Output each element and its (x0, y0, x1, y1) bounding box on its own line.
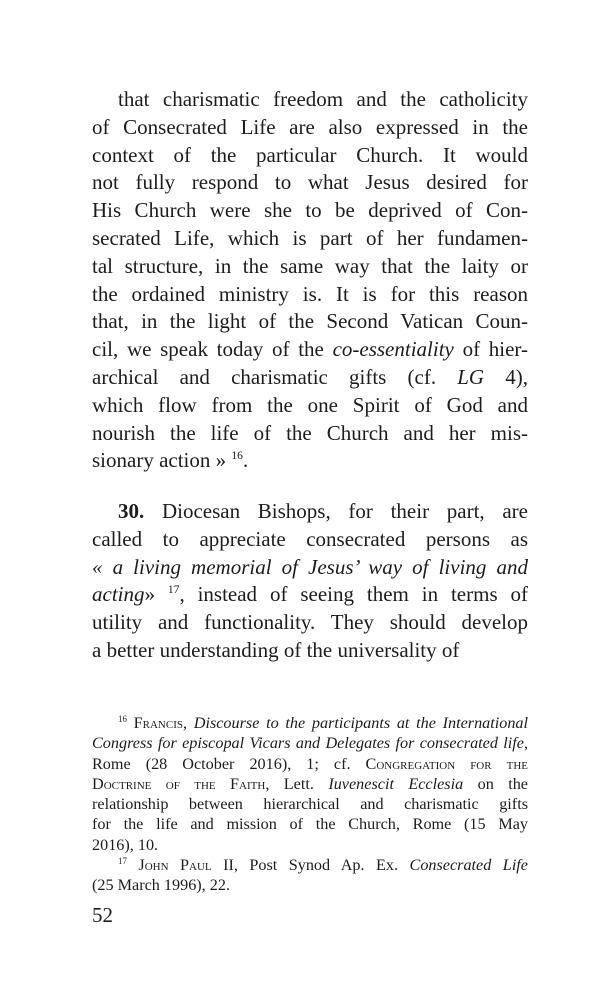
small-caps-name: Doctrine of the Faith (92, 774, 266, 793)
text-line (92, 253, 528, 281)
text-run: , Lett. (265, 774, 329, 793)
text-line (92, 774, 528, 794)
text-run: that, in the light of the Second Vatican Coun- (92, 309, 528, 334)
footnote-reference: 16 (118, 713, 127, 724)
text-line (92, 855, 528, 875)
text-line (92, 336, 528, 364)
paragraph-30 (92, 498, 528, 665)
italic-text: LG (457, 364, 485, 389)
text-run: context of the particular Church. It would (92, 142, 528, 167)
text-run: (25 March 1996), 22. (92, 876, 231, 895)
text-run: a better understanding of the universality of (92, 637, 460, 662)
text-line (92, 835, 528, 855)
text-line (92, 447, 528, 475)
text-line (92, 609, 528, 637)
text-line (92, 814, 528, 834)
italic-text: « a living memorial of Jesus’ way of living and (92, 554, 528, 579)
text-run: , Post Synod Ap. Ex. (233, 856, 410, 875)
text-run: , (182, 714, 194, 732)
italic-text: acting (92, 582, 145, 607)
text-run: Diocesan Bishops, for their part, are (144, 499, 528, 523)
italic-text: Consecrated Life (409, 856, 528, 875)
text-line (92, 114, 528, 142)
page-number: 52 (92, 903, 113, 927)
text-line (92, 169, 528, 197)
footnote-reference: 17 (167, 584, 180, 597)
small-caps-name: Francis (133, 714, 183, 732)
text-run: Rome (28 October 2016), 1; cf. (92, 754, 366, 773)
footnotes (92, 713, 528, 896)
text-line (92, 86, 528, 114)
text-line (92, 713, 528, 733)
text-run (127, 856, 138, 874)
footnote-17 (92, 855, 528, 896)
text-run (127, 714, 134, 732)
text-run: which flow from the one Spirit of God and (92, 392, 528, 417)
text-run: His Church were she to be deprived of Con- (92, 198, 528, 223)
text-line (92, 875, 528, 895)
text-line (92, 197, 528, 225)
text-run: archical and charismatic gifts (cf. (92, 364, 458, 389)
text-run: the ordained ministry is. It is for this reason (92, 281, 528, 306)
text-line (92, 225, 528, 253)
text-run: 4), (484, 364, 528, 389)
text-line (92, 420, 528, 448)
text-run: of Consecrated Life are also expressed in the (92, 114, 528, 139)
paragraph-number: 30. (118, 499, 145, 523)
small-caps-name: John Paul II (138, 856, 234, 875)
paragraph-continuation (92, 86, 528, 475)
text-run: of hier- (453, 337, 528, 362)
text-line (92, 526, 528, 554)
text-run: called to appreciate consecrated persons as (92, 526, 528, 551)
text-run: utility and functionality. They should develop (92, 610, 528, 635)
text-line (92, 308, 528, 336)
text-line (92, 498, 528, 526)
text-run: not fully respond to what Jesus desired for (92, 170, 528, 195)
text-line (92, 364, 528, 392)
text-run: tal structure, in the same way that the laity or (92, 253, 528, 278)
italic-text: Congress for episcopal Vicars and Delegates for consecrated life (92, 734, 524, 753)
footnote-reference: 16 (231, 450, 243, 463)
text-run: sionary action » (92, 448, 232, 473)
text-line (92, 392, 528, 420)
text-line (92, 281, 528, 309)
text-run: , instead of seeing them in terms of (179, 582, 528, 607)
footnote-reference: 17 (118, 855, 127, 866)
text-line (92, 142, 528, 170)
text-line (92, 637, 528, 665)
small-caps-name: Congregation for the (365, 754, 528, 773)
text-run: cil, we speak today of the (92, 337, 333, 362)
italic-text: Iuvenescit Ecclesia (328, 774, 464, 793)
text-line (92, 554, 528, 582)
italic-text: Discourse to the participants at the International (193, 714, 529, 732)
text-line (92, 581, 528, 609)
text-run: relationship between hierarchical and charismatic gifts (92, 795, 528, 814)
text-line (92, 794, 528, 814)
footnote-16 (92, 713, 528, 855)
text-run: » (144, 582, 168, 607)
text-run: . (242, 448, 249, 473)
text-run: that charismatic freedom and the catholicity (118, 87, 528, 111)
text-run: secrated Life, which is part of her fundamen- (92, 225, 528, 250)
text-run: for the life and mission of the Church, Rome (15 May (92, 815, 528, 834)
text-run: on the (463, 774, 528, 793)
text-line (92, 733, 528, 753)
text-run: nourish the life of the Church and her mis- (92, 420, 528, 445)
text-run: , (523, 734, 528, 753)
italic-text: co-essentiality (332, 337, 454, 362)
text-line (92, 754, 528, 774)
text-run: 2016), 10. (92, 835, 159, 854)
